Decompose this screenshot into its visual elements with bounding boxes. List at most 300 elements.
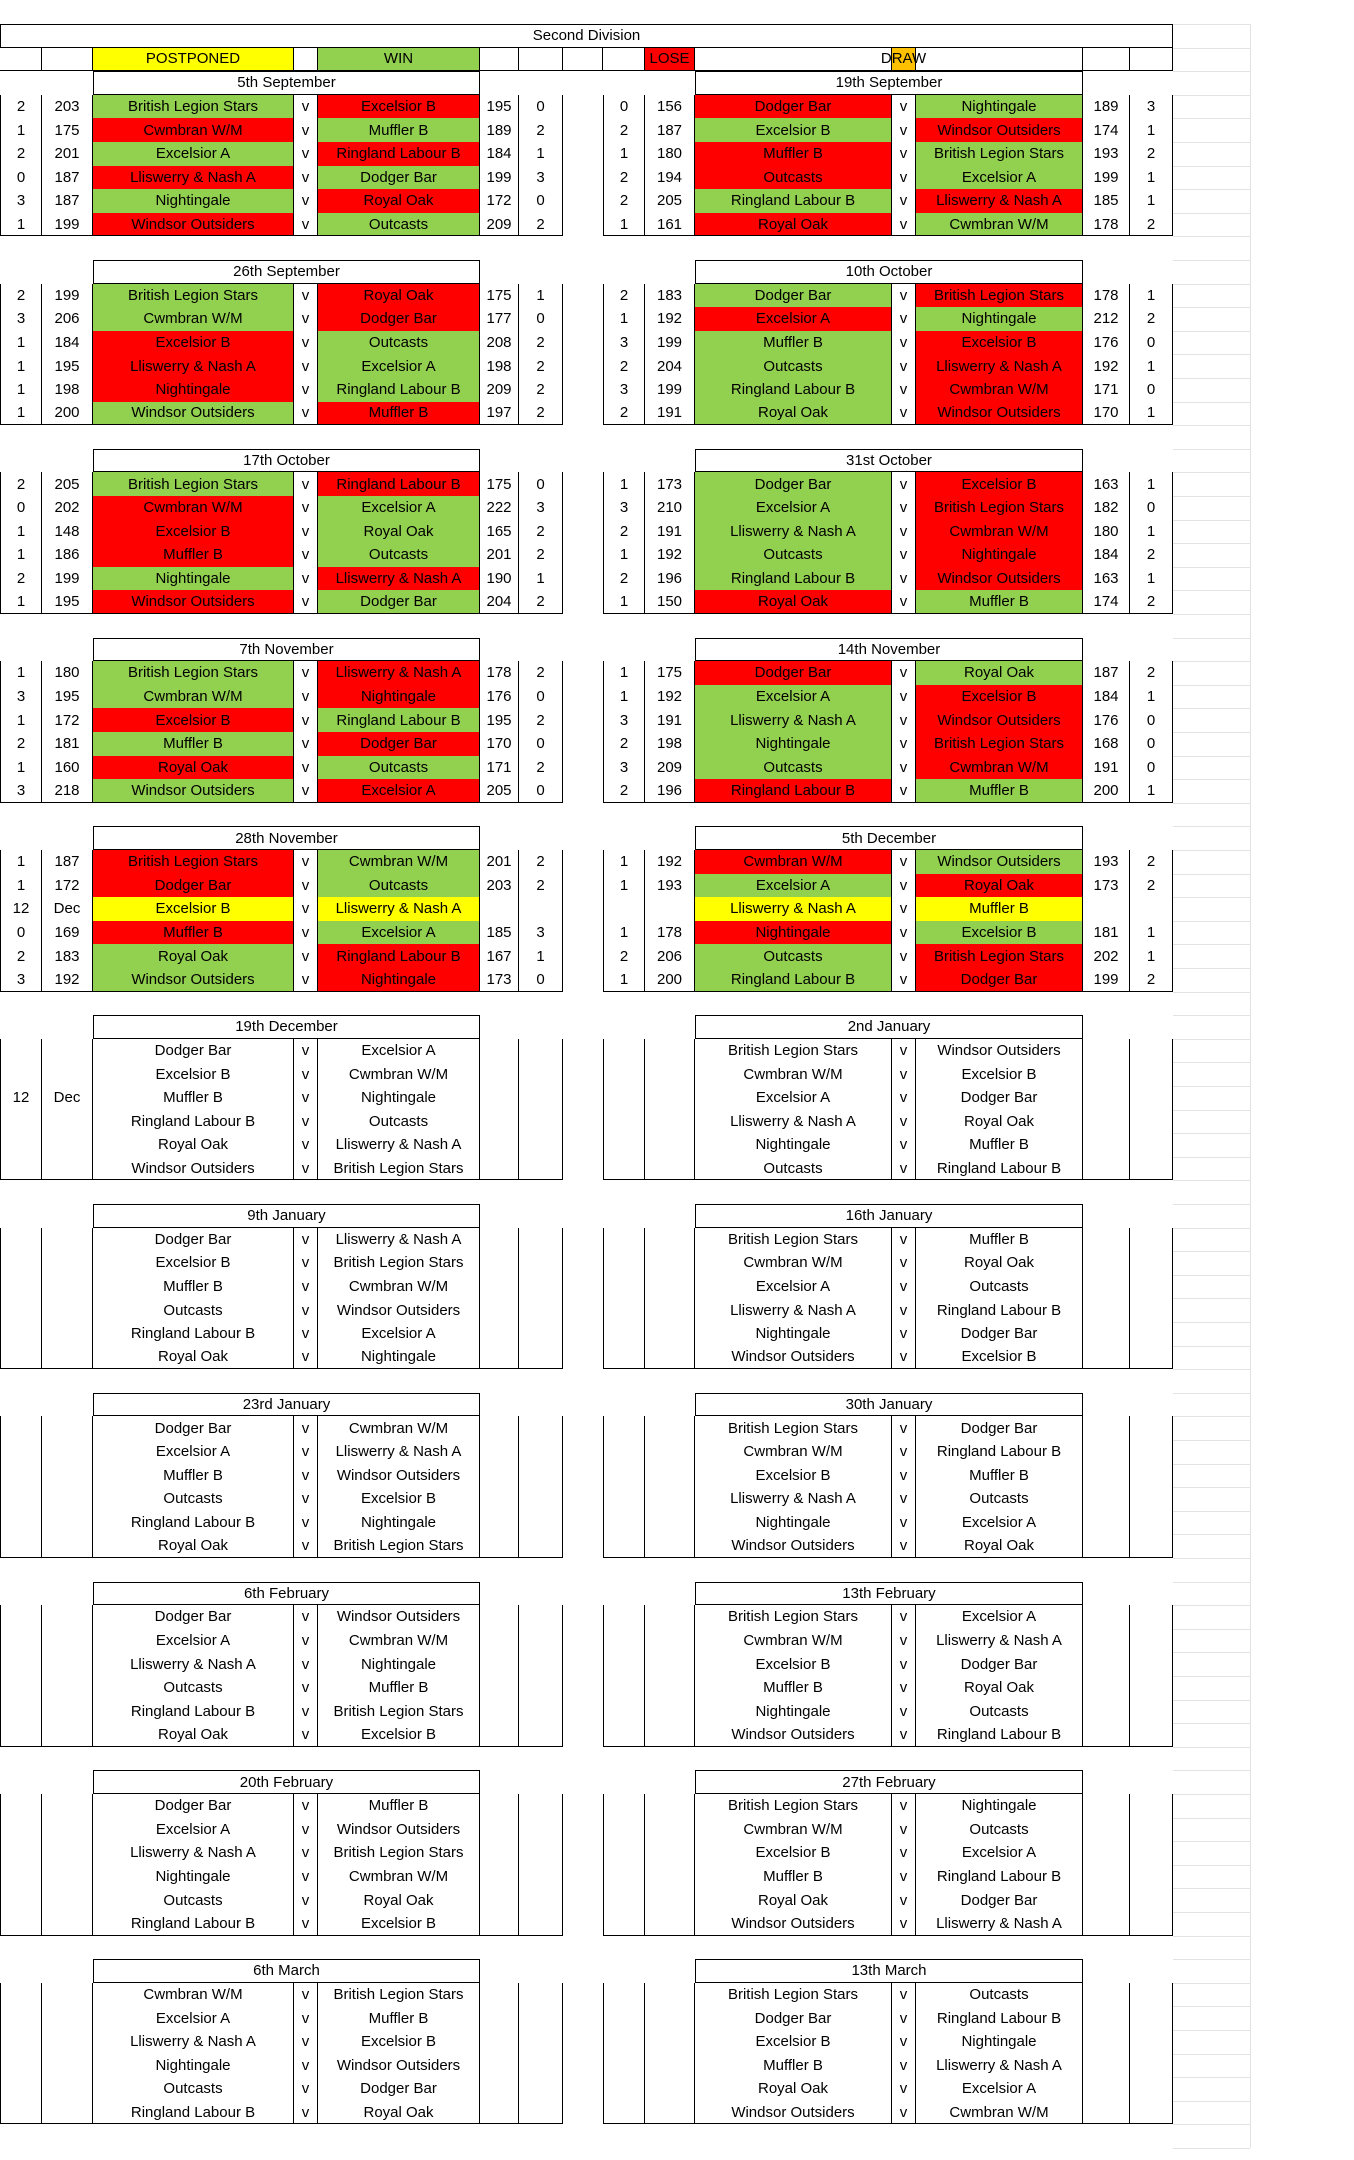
home-score xyxy=(42,1983,93,2007)
away-team: Muffler B xyxy=(318,402,480,426)
away-points xyxy=(1130,2054,1173,2078)
versus-label: v xyxy=(892,1511,916,1535)
home-points xyxy=(603,1912,645,1936)
home-score: 148 xyxy=(42,520,93,544)
away-points: 1 xyxy=(1130,779,1173,803)
versus-label: v xyxy=(892,166,916,190)
away-score xyxy=(1083,1818,1130,1842)
away-points: 1 xyxy=(1130,118,1173,142)
versus-label: v xyxy=(294,1440,318,1464)
away-points xyxy=(519,1487,563,1511)
versus-label: v xyxy=(294,1086,318,1110)
gridline xyxy=(1173,1511,1250,1512)
home-score: Dec xyxy=(42,1086,93,1110)
away-points xyxy=(519,1062,563,1086)
away-points xyxy=(1130,1888,1173,1912)
gridline xyxy=(1173,803,1250,804)
away-score xyxy=(1083,1275,1130,1299)
home-score: 161 xyxy=(645,213,695,237)
home-team: Dodger Bar xyxy=(93,1228,294,1252)
home-team: Lliswerry & Nash A xyxy=(93,354,294,378)
away-score xyxy=(480,1416,519,1440)
home-points xyxy=(603,1511,645,1535)
home-team: Windsor Outsiders xyxy=(93,213,294,237)
away-score: 197 xyxy=(480,402,519,426)
away-team: Nightingale xyxy=(916,543,1083,567)
away-score: 195 xyxy=(480,95,519,119)
blank xyxy=(0,260,93,284)
home-team: Nightingale xyxy=(695,732,892,756)
away-score xyxy=(480,2054,519,2078)
versus-label: v xyxy=(294,968,318,992)
home-points xyxy=(603,1298,645,1322)
home-score xyxy=(645,1275,695,1299)
gridline xyxy=(1173,2054,1250,2055)
versus-label: v xyxy=(892,142,916,166)
home-score xyxy=(42,1534,93,1558)
versus-label: v xyxy=(892,590,916,614)
away-score xyxy=(480,1818,519,1842)
home-score xyxy=(645,1865,695,1889)
round-date: 27th February xyxy=(695,1770,1083,1794)
home-team: Excelsior A xyxy=(695,874,892,898)
away-score xyxy=(480,1039,519,1063)
away-points: 2 xyxy=(519,661,563,685)
home-team: Excelsior B xyxy=(93,1251,294,1275)
home-score xyxy=(42,2030,93,2054)
home-score xyxy=(645,1700,695,1724)
home-points: 1 xyxy=(0,590,42,614)
home-points: 1 xyxy=(0,874,42,898)
versus-label: v xyxy=(892,567,916,591)
gridline xyxy=(1173,1110,1250,1111)
versus-label: v xyxy=(294,1251,318,1275)
away-score: 209 xyxy=(480,213,519,237)
away-points xyxy=(1130,1676,1173,1700)
round-date: 6th February xyxy=(93,1582,480,1606)
away-points: 2 xyxy=(1130,968,1173,992)
away-points: 1 xyxy=(519,944,563,968)
home-points: 2 xyxy=(603,402,645,426)
away-points: 0 xyxy=(1130,331,1173,355)
gridline xyxy=(1173,1416,1250,1417)
versus-label: v xyxy=(294,1511,318,1535)
versus-label: v xyxy=(892,402,916,426)
home-team: Outcasts xyxy=(695,756,892,780)
home-score: 218 xyxy=(42,779,93,803)
gridline xyxy=(1173,166,1250,167)
away-score: 204 xyxy=(480,590,519,614)
away-score: 189 xyxy=(1083,95,1130,119)
home-team: Dodger Bar xyxy=(93,1794,294,1818)
away-team: Dodger Bar xyxy=(318,2077,480,2101)
versus-label: v xyxy=(892,1086,916,1110)
home-score: 160 xyxy=(42,756,93,780)
versus-label: v xyxy=(294,1487,318,1511)
home-team: Windsor Outsiders xyxy=(93,1157,294,1181)
versus-label: v xyxy=(892,1676,916,1700)
versus-label: v xyxy=(892,496,916,520)
away-score xyxy=(480,2077,519,2101)
home-score: 195 xyxy=(42,354,93,378)
away-score xyxy=(480,1086,519,1110)
home-team: Muffler B xyxy=(695,142,892,166)
round-date: 5th December xyxy=(695,826,1083,850)
away-points: 2 xyxy=(519,590,563,614)
home-points: 1 xyxy=(603,685,645,709)
away-team: Dodger Bar xyxy=(318,166,480,190)
home-points: 3 xyxy=(0,779,42,803)
home-team: Royal Oak xyxy=(695,213,892,237)
away-team: Nightingale xyxy=(318,1652,480,1676)
away-points xyxy=(1130,1228,1173,1252)
legend-spacer xyxy=(1083,48,1130,72)
away-team: Outcasts xyxy=(916,1983,1083,2007)
home-team: Muffler B xyxy=(93,1086,294,1110)
gridline xyxy=(1173,1204,1250,1205)
away-points xyxy=(519,1086,563,1110)
home-points xyxy=(0,1275,42,1299)
away-score: 184 xyxy=(1083,685,1130,709)
versus-label: v xyxy=(294,1841,318,1865)
home-score: 180 xyxy=(42,661,93,685)
away-points xyxy=(519,1652,563,1676)
home-score: 183 xyxy=(645,284,695,308)
home-points xyxy=(603,1629,645,1653)
gridline xyxy=(1173,331,1250,332)
versus-label: v xyxy=(294,2030,318,2054)
home-team: Royal Oak xyxy=(93,944,294,968)
away-points xyxy=(1130,1794,1173,1818)
home-team: Cwmbran W/M xyxy=(93,1983,294,2007)
versus-label: v xyxy=(294,2077,318,2101)
away-points: 2 xyxy=(1130,213,1173,237)
versus-label: v xyxy=(294,496,318,520)
gridline xyxy=(1173,732,1250,733)
away-score: 178 xyxy=(1083,284,1130,308)
gridline xyxy=(1173,1322,1250,1323)
home-score: 206 xyxy=(42,307,93,331)
home-points xyxy=(603,1346,645,1370)
away-points: 3 xyxy=(519,166,563,190)
away-score xyxy=(480,1251,519,1275)
away-team: Ringland Labour B xyxy=(916,2006,1083,2030)
versus-label: v xyxy=(294,1062,318,1086)
versus-label: v xyxy=(892,1157,916,1181)
away-points xyxy=(1130,1652,1173,1676)
home-points xyxy=(0,1841,42,1865)
versus-label: v xyxy=(892,685,916,709)
away-points: 3 xyxy=(1130,95,1173,119)
home-points: 1 xyxy=(603,661,645,685)
home-score xyxy=(645,1133,695,1157)
away-score: 200 xyxy=(1083,779,1130,803)
home-team: Nightingale xyxy=(695,1322,892,1346)
home-team: Ringland Labour B xyxy=(695,779,892,803)
away-team: Cwmbran W/M xyxy=(318,1865,480,1889)
away-points xyxy=(1130,2077,1173,2101)
versus-label: v xyxy=(294,567,318,591)
away-team: Cwmbran W/M xyxy=(916,756,1083,780)
away-points: 2 xyxy=(1130,543,1173,567)
home-score xyxy=(42,1676,93,1700)
home-team: Dodger Bar xyxy=(695,95,892,119)
versus-label: v xyxy=(294,2054,318,2078)
away-points xyxy=(519,1511,563,1535)
gridline xyxy=(1173,921,1250,922)
versus-label: v xyxy=(294,1605,318,1629)
home-score xyxy=(645,2006,695,2030)
versus-label: v xyxy=(294,1416,318,1440)
home-team: Muffler B xyxy=(93,732,294,756)
home-points: 2 xyxy=(0,472,42,496)
home-team: British Legion Stars xyxy=(93,284,294,308)
round-date: 19th December xyxy=(93,1015,480,1039)
home-team: Excelsior B xyxy=(695,1841,892,1865)
away-score: 199 xyxy=(1083,166,1130,190)
away-score: 184 xyxy=(480,142,519,166)
away-team: Lliswerry & Nash A xyxy=(318,897,480,921)
blank xyxy=(0,71,93,95)
gridline xyxy=(1173,874,1250,875)
home-score: 172 xyxy=(42,708,93,732)
home-points xyxy=(603,2030,645,2054)
home-team: Excelsior B xyxy=(93,897,294,921)
gridline xyxy=(1173,48,1250,49)
away-score xyxy=(480,1534,519,1558)
home-score xyxy=(645,1346,695,1370)
away-score: 187 xyxy=(1083,661,1130,685)
home-score xyxy=(645,897,695,921)
away-team: Excelsior B xyxy=(916,1346,1083,1370)
home-points xyxy=(603,2077,645,2101)
away-team: Dodger Bar xyxy=(916,1888,1083,1912)
home-score: 187 xyxy=(42,850,93,874)
away-points: 2 xyxy=(1130,590,1173,614)
home-points xyxy=(603,1039,645,1063)
home-team: Excelsior B xyxy=(93,708,294,732)
away-team: Windsor Outsiders xyxy=(318,1298,480,1322)
versus-label: v xyxy=(294,142,318,166)
blank xyxy=(0,638,93,662)
home-score xyxy=(42,1322,93,1346)
home-points: 1 xyxy=(0,354,42,378)
home-points xyxy=(603,1086,645,1110)
blank xyxy=(0,826,93,850)
versus-label: v xyxy=(294,708,318,732)
away-score: 173 xyxy=(480,968,519,992)
away-points xyxy=(519,2030,563,2054)
home-points xyxy=(0,1039,42,1063)
home-team: Outcasts xyxy=(93,1487,294,1511)
away-team: Windsor Outsiders xyxy=(916,567,1083,591)
versus-label: v xyxy=(892,1983,916,2007)
versus-label: v xyxy=(892,2077,916,2101)
away-points xyxy=(519,2077,563,2101)
home-score: 192 xyxy=(645,543,695,567)
gridline xyxy=(1173,472,1250,473)
versus-label: v xyxy=(294,1322,318,1346)
gridline xyxy=(1173,71,1250,72)
away-points xyxy=(519,1794,563,1818)
away-team: Excelsior B xyxy=(916,921,1083,945)
away-team: Excelsior A xyxy=(916,1511,1083,1535)
home-team: Ringland Labour B xyxy=(93,2101,294,2125)
home-score: Dec xyxy=(42,897,93,921)
away-points xyxy=(519,1440,563,1464)
gridline xyxy=(1173,118,1250,119)
away-team: Ringland Labour B xyxy=(318,142,480,166)
away-team: Muffler B xyxy=(916,1133,1083,1157)
away-score xyxy=(480,1865,519,1889)
home-score: 210 xyxy=(645,496,695,520)
home-team: Lliswerry & Nash A xyxy=(93,2030,294,2054)
versus-label: v xyxy=(892,874,916,898)
home-points: 2 xyxy=(0,284,42,308)
versus-label: v xyxy=(892,213,916,237)
home-score xyxy=(645,1228,695,1252)
home-score xyxy=(645,1322,695,1346)
home-team: Nightingale xyxy=(695,921,892,945)
away-points: 1 xyxy=(1130,944,1173,968)
versus-label: v xyxy=(294,95,318,119)
away-score xyxy=(1083,2077,1130,2101)
away-score: 170 xyxy=(1083,402,1130,426)
home-score xyxy=(645,1652,695,1676)
away-score: 182 xyxy=(1083,496,1130,520)
gridline xyxy=(1173,1794,1250,1795)
home-points: 3 xyxy=(0,968,42,992)
away-points xyxy=(519,2006,563,2030)
away-team: Royal Oak xyxy=(318,189,480,213)
away-score: 190 xyxy=(480,567,519,591)
away-score: 171 xyxy=(480,756,519,780)
home-points: 2 xyxy=(0,567,42,591)
home-score xyxy=(42,2054,93,2078)
away-points: 2 xyxy=(1130,874,1173,898)
home-team: British Legion Stars xyxy=(695,1228,892,1252)
away-team: Dodger Bar xyxy=(916,1086,1083,1110)
legend-postponed: POSTPONED xyxy=(93,48,294,72)
home-team: British Legion Stars xyxy=(93,850,294,874)
gridline xyxy=(1173,1747,1250,1748)
gridline xyxy=(1173,1818,1250,1819)
away-team: Nightingale xyxy=(318,1346,480,1370)
away-score: 199 xyxy=(1083,968,1130,992)
away-team: Windsor Outsiders xyxy=(318,1605,480,1629)
gridline xyxy=(1173,1865,1250,1866)
away-points xyxy=(519,1157,563,1181)
home-points: 2 xyxy=(0,732,42,756)
away-score xyxy=(1083,1983,1130,2007)
away-team: Nightingale xyxy=(318,1086,480,1110)
gridline xyxy=(1173,590,1250,591)
away-score xyxy=(480,1629,519,1653)
away-team: Nightingale xyxy=(318,1511,480,1535)
away-score: 199 xyxy=(480,166,519,190)
away-team: Excelsior A xyxy=(318,921,480,945)
away-points xyxy=(519,1983,563,2007)
away-score: 201 xyxy=(480,850,519,874)
home-team: Excelsior A xyxy=(695,1275,892,1299)
home-score: 184 xyxy=(42,331,93,355)
home-points: 1 xyxy=(0,708,42,732)
away-score xyxy=(480,1700,519,1724)
gridline xyxy=(1173,567,1250,568)
gridline xyxy=(1173,1062,1250,1063)
gridline xyxy=(1173,661,1250,662)
home-team: British Legion Stars xyxy=(695,1039,892,1063)
home-team: Dodger Bar xyxy=(695,2006,892,2030)
home-points xyxy=(0,1346,42,1370)
gridline xyxy=(1173,779,1250,780)
away-team: British Legion Stars xyxy=(318,1841,480,1865)
home-team: Ringland Labour B xyxy=(93,1912,294,1936)
versus-label: v xyxy=(892,756,916,780)
away-points xyxy=(519,1888,563,1912)
home-score xyxy=(645,1157,695,1181)
home-points: 2 xyxy=(0,944,42,968)
away-points xyxy=(1130,1086,1173,1110)
home-score: 191 xyxy=(645,708,695,732)
home-team: Muffler B xyxy=(93,1464,294,1488)
away-team: Outcasts xyxy=(318,874,480,898)
away-points: 2 xyxy=(1130,850,1173,874)
away-team: Ringland Labour B xyxy=(318,472,480,496)
legend-spacer xyxy=(1130,48,1173,72)
versus-label: v xyxy=(892,331,916,355)
gridline xyxy=(1173,1841,1250,1842)
versus-label: v xyxy=(294,1700,318,1724)
away-points: 0 xyxy=(519,685,563,709)
home-points xyxy=(603,1723,645,1747)
versus-label: v xyxy=(294,1629,318,1653)
away-score: 201 xyxy=(480,543,519,567)
gridline xyxy=(1173,1723,1250,1724)
home-score: 181 xyxy=(42,732,93,756)
away-score: 205 xyxy=(480,779,519,803)
blank xyxy=(0,1015,93,1039)
away-score xyxy=(1083,1652,1130,1676)
away-team: Ringland Labour B xyxy=(916,1157,1083,1181)
gridline xyxy=(1173,1275,1250,1276)
round-date: 19th September xyxy=(695,71,1083,95)
versus-label: v xyxy=(294,779,318,803)
versus-label: v xyxy=(892,2030,916,2054)
gridline xyxy=(1173,850,1250,851)
home-team: Dodger Bar xyxy=(695,284,892,308)
home-team: Lliswerry & Nash A xyxy=(93,1841,294,1865)
home-score xyxy=(42,1157,93,1181)
gridline xyxy=(1173,1157,1250,1158)
home-score xyxy=(42,1912,93,1936)
home-score xyxy=(42,1228,93,1252)
away-score: 193 xyxy=(1083,850,1130,874)
home-score: 187 xyxy=(42,166,93,190)
away-score xyxy=(1083,1888,1130,1912)
legend-spacer xyxy=(695,48,892,72)
away-team: Windsor Outsiders xyxy=(318,2054,480,2078)
away-points: 0 xyxy=(519,732,563,756)
home-team: Excelsior B xyxy=(93,1062,294,1086)
home-team: Dodger Bar xyxy=(93,874,294,898)
away-points: 2 xyxy=(519,874,563,898)
away-team: Royal Oak xyxy=(916,1110,1083,1134)
versus-label: v xyxy=(294,1228,318,1252)
home-points: 2 xyxy=(603,779,645,803)
away-score xyxy=(480,1912,519,1936)
gridline xyxy=(1173,2077,1250,2078)
